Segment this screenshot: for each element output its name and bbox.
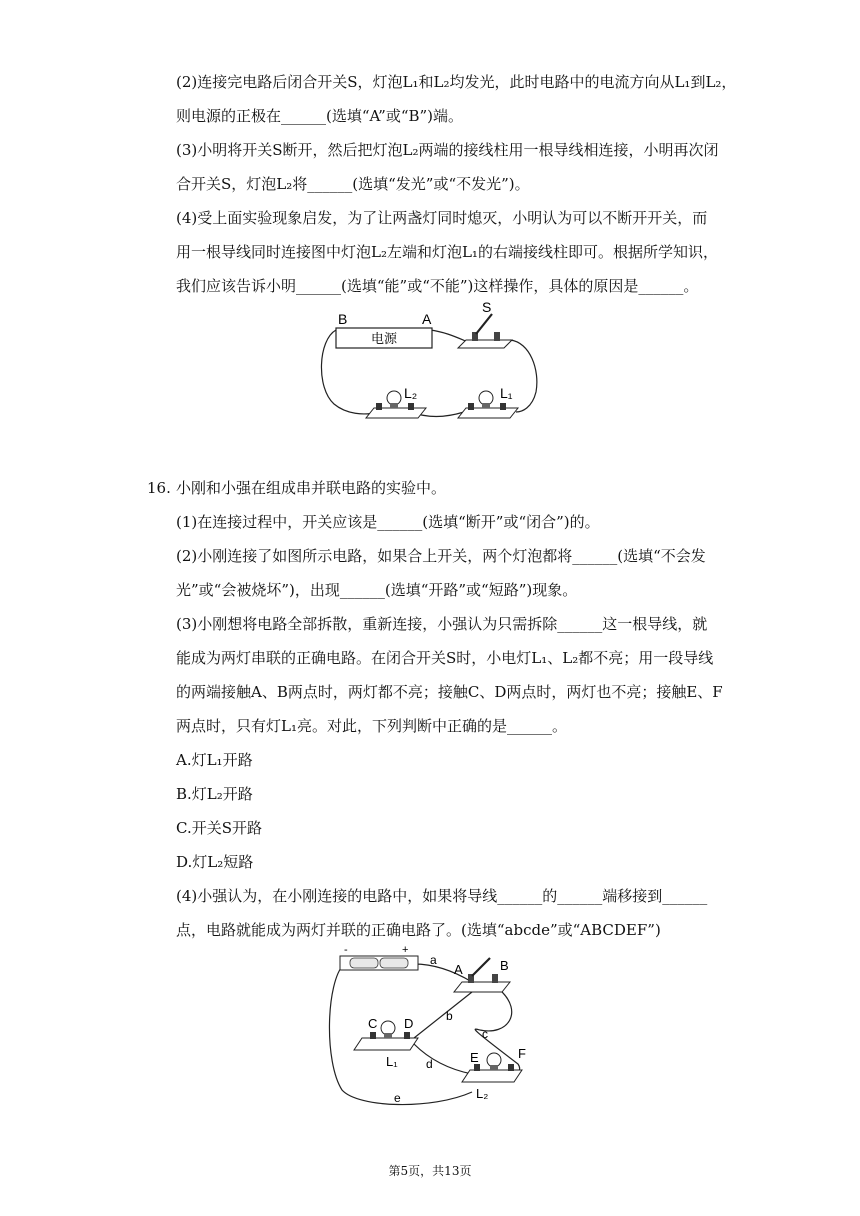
point-e-label: E <box>470 1050 479 1065</box>
l1-socket <box>482 403 490 408</box>
battery-label: 电源 <box>370 331 398 346</box>
q16-line-9: (4)小强认为，在小刚连接的电路中，如果将导线______的______端移接到______ <box>176 887 708 905</box>
q16-line-4: 光”或“会被烧坏”)，出现______(选填“开路”或“短路”)现象。 <box>176 581 578 599</box>
q16-option-b: B.灯L₂开路 <box>176 785 253 803</box>
l2-post-f <box>508 1064 514 1071</box>
l2-socket <box>490 1065 498 1070</box>
l1-post-c <box>370 1032 376 1039</box>
wire-e <box>329 964 472 1105</box>
battery-cell-2 <box>380 958 408 968</box>
l1-bulb-icon <box>479 391 493 405</box>
q16-line-6: 能成为两灯串联的正确电路。在闭合开关S时，小电灯L₁、L₂都不亮；用一段导线 <box>176 649 714 667</box>
l2-label: L₂ <box>404 385 418 401</box>
q16-line-2: (1)在连接过程中，开关应该是______(选填“断开”或“闭合”)的。 <box>176 513 600 531</box>
wire-b <box>414 992 472 1038</box>
wire-switch-right <box>510 340 537 412</box>
q16-number: 16. <box>147 479 171 497</box>
switch-blade <box>476 314 492 334</box>
l2-post-left <box>376 403 382 410</box>
point-b-label: B <box>500 958 509 973</box>
page-footer: 第5页，共13页 <box>388 1164 472 1178</box>
switch-label: S <box>482 300 492 315</box>
wire-e-label: e <box>394 1091 401 1105</box>
l1-socket <box>384 1033 392 1038</box>
q15-line-4: 合开关S，灯泡L₂将______(选填“发光”或“不发光”)。 <box>176 175 530 193</box>
q15-circuit-figure <box>316 300 548 440</box>
point-d-label: D <box>404 1016 414 1031</box>
l2-base <box>462 1070 522 1082</box>
wire-a <box>414 964 472 982</box>
q15-line-1: (2)连接完电路后闭合开关S，灯泡L₁和L₂均发光，此时电路中的电流方向从L₁到L₂， <box>176 73 737 91</box>
l2-post-e <box>474 1064 480 1071</box>
q16-option-c: C.开关S开路 <box>176 819 262 837</box>
battery-cell-1 <box>350 958 378 968</box>
q16-line-5: (3)小刚想将电路全部拆散，重新连接，小强认为只需拆除______这一根导线，就 <box>176 615 708 633</box>
terminal-b-label: B <box>338 311 348 327</box>
q15-line-2: 则电源的正极在______(选填“A”或“B”)端。 <box>176 107 464 125</box>
point-f-label: F <box>518 1046 526 1061</box>
l1-post-left <box>468 403 474 410</box>
l1-base <box>354 1038 418 1050</box>
q16-option-d: D.灯L₂短路 <box>176 853 254 871</box>
wire-c-label: c <box>482 1027 488 1041</box>
switch-base <box>458 340 512 348</box>
l2-bulb-icon <box>487 1053 501 1067</box>
switch-post-right <box>494 332 500 341</box>
l1-bulb-icon <box>381 1021 395 1035</box>
wire-a-label: a <box>430 953 437 967</box>
l2-socket <box>390 403 398 408</box>
q16-line-1: 小刚和小强在组成串并联电路的实验中。 <box>176 479 447 497</box>
l2-base <box>366 408 426 418</box>
wire-d-label: d <box>426 1057 433 1071</box>
q15-line-3: (3)小明将开关S断开，然后把灯泡L₂两端的接线柱用一根导线相连接，小明再次闭 <box>176 141 719 159</box>
l2-post-right <box>408 403 414 410</box>
battery-plus-label: + <box>402 944 409 956</box>
wire-battery-switch <box>430 330 468 342</box>
point-c-label: C <box>368 1016 378 1031</box>
point-a-label: A <box>454 962 463 977</box>
wire-d <box>414 1044 472 1074</box>
q16-line-7: 的两端接触A、B两点时，两灯都不亮；接触C、D两点时，两灯也不亮；接触E、F <box>176 683 723 701</box>
l1-base <box>458 408 518 418</box>
wire-b-label: b <box>446 1009 453 1023</box>
q15-line-6: 用一根导线同时连接图中灯泡L₂左端和灯泡L₁的右端接线柱即可。根据所学知识， <box>176 243 718 261</box>
q16-line-3: (2)小刚连接了如图所示电路，如果合上开关，两个灯泡都将______(选填“不会发 <box>176 547 706 565</box>
q15-line-5: (4)受上面实验现象启发，为了让两盏灯同时熄灭，小明认为可以不断开开关，而 <box>176 209 708 227</box>
q16-option-a: A.灯L₁开路 <box>176 751 253 769</box>
l2-label: L₂ <box>476 1086 489 1101</box>
q15-line-7: 我们应该告诉小明______(选填“能”或“不能”)这样操作，具体的原因是______。 <box>176 277 699 295</box>
l1-post-right <box>500 403 506 410</box>
terminal-a-label: A <box>422 311 432 327</box>
l1-label: L₁ <box>386 1054 398 1069</box>
q16-circuit-figure <box>322 942 528 1116</box>
l1-post-d <box>404 1032 410 1039</box>
switch-post-b <box>492 974 498 983</box>
l2-bulb-icon <box>387 391 401 405</box>
switch-blade <box>472 958 490 976</box>
q16-line-8: 两点时，只有灯L₁亮。对此，下列判断中正确的是______。 <box>176 717 567 735</box>
switch-base <box>454 982 510 992</box>
q16-line-10: 点，电路就能成为两灯并联的正确电路了。(选填“abcde”或“ABCDEF”) <box>176 921 661 939</box>
l1-label: L₁ <box>500 385 513 401</box>
battery-minus-label: - <box>344 944 348 956</box>
